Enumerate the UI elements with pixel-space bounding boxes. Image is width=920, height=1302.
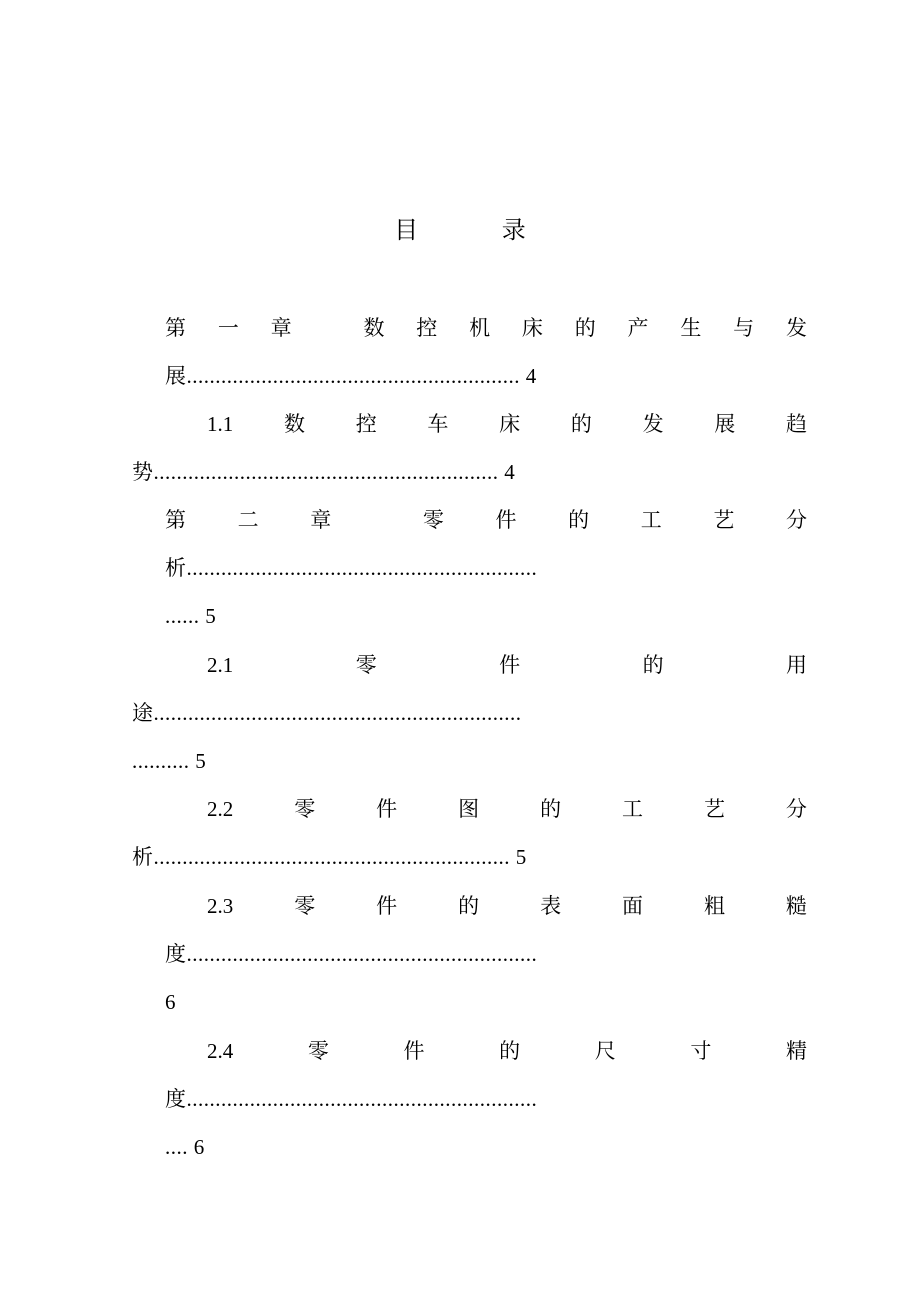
toc-entry-1-heading	[165, 313, 807, 343]
toc-word: 精	[786, 1039, 807, 1063]
toc-word: 章	[270, 316, 292, 340]
toc-word: 章	[310, 508, 332, 532]
toc-title: 目 录	[394, 216, 564, 244]
toc-word: 趋	[786, 412, 807, 436]
toc-word: 的	[540, 797, 562, 821]
toc-word: 生	[680, 316, 702, 340]
toc-word: 工	[640, 508, 662, 532]
toc-entry-1-1-leader: 势............................................................ 4	[132, 460, 516, 484]
toc-word: 床	[521, 316, 543, 340]
toc-word: 发	[785, 316, 807, 340]
toc-entry-1-1-heading	[207, 409, 807, 439]
toc-word: 件	[495, 508, 517, 532]
toc-word: 第	[165, 508, 186, 532]
toc-word: 粗	[703, 894, 725, 918]
toc-word: 件	[376, 797, 398, 821]
toc-word: 的	[499, 1039, 521, 1063]
toc-word: 件	[376, 894, 398, 918]
toc-entry-1-leader: 展.......................................................... 4	[165, 364, 537, 388]
toc-entry-2-page: ...... 5	[165, 604, 217, 628]
toc-word: 1.1	[207, 412, 234, 436]
toc-entry-2-3-page: 6	[165, 990, 176, 1014]
toc-word: 零	[294, 894, 316, 918]
toc-word: 发	[642, 412, 664, 436]
toc-word: 数	[283, 412, 305, 436]
toc-word: 寸	[690, 1039, 712, 1063]
toc-word: 的	[458, 894, 480, 918]
toc-entry-2-4-page: .... 6	[165, 1135, 205, 1159]
toc-word: 艺	[713, 508, 735, 532]
toc-entry-2-2-heading	[207, 794, 807, 824]
toc-word: 二	[237, 508, 259, 532]
toc-word: 零	[422, 508, 444, 532]
toc-word: 控	[416, 316, 438, 340]
toc-word: 用	[786, 653, 807, 677]
toc-word: 零	[294, 797, 316, 821]
toc-word: 图	[458, 797, 480, 821]
toc-entry-2-4-leader: 度.............................................................	[165, 1087, 538, 1111]
toc-word: 2.3	[207, 894, 234, 918]
toc-word: 数	[363, 316, 385, 340]
toc-word: 车	[427, 412, 449, 436]
toc-word: 零	[355, 653, 377, 677]
toc-word: 面	[622, 894, 644, 918]
toc-entry-2-leader: 析.............................................................	[165, 556, 538, 580]
toc-word: 一	[217, 316, 239, 340]
toc-word: 的	[568, 508, 590, 532]
toc-entry-2-1-heading	[207, 650, 807, 680]
toc-word: 的	[570, 412, 592, 436]
toc-word: 2.1	[207, 653, 234, 677]
toc-entry-2-1-page: .......... 5	[132, 749, 207, 773]
toc-word: 第	[165, 316, 186, 340]
toc-word: 糙	[785, 894, 807, 918]
toc-word: 床	[499, 412, 521, 436]
toc-entry-2-4-heading	[207, 1036, 807, 1066]
toc-word: 2.4	[207, 1039, 234, 1063]
toc-word: 展	[714, 412, 736, 436]
toc-word: 件	[499, 653, 521, 677]
toc-word: 与	[733, 316, 755, 340]
toc-entry-2-2-leader: 析.............................................................. 5	[132, 845, 527, 869]
toc-word: 表	[540, 894, 562, 918]
toc-word: 零	[307, 1039, 329, 1063]
toc-word: 的	[642, 653, 664, 677]
toc-word: 控	[355, 412, 377, 436]
toc-word: 产	[627, 316, 649, 340]
toc-word: 分	[786, 508, 807, 532]
toc-word: 机	[469, 316, 491, 340]
toc-entry-2-3-leader: 度.............................................................	[165, 942, 538, 966]
toc-entry-2-1-leader: 途................................................................	[132, 701, 522, 725]
toc-entry-2-heading	[165, 505, 807, 535]
toc-word: 艺	[703, 797, 725, 821]
toc-word: 分	[785, 797, 807, 821]
toc-word: 尺	[594, 1039, 616, 1063]
toc-word: 的	[574, 316, 596, 340]
toc-entry-2-3-heading	[207, 891, 807, 921]
toc-word: 2.2	[207, 797, 234, 821]
toc-word: 工	[622, 797, 644, 821]
toc-word: 件	[403, 1039, 425, 1063]
